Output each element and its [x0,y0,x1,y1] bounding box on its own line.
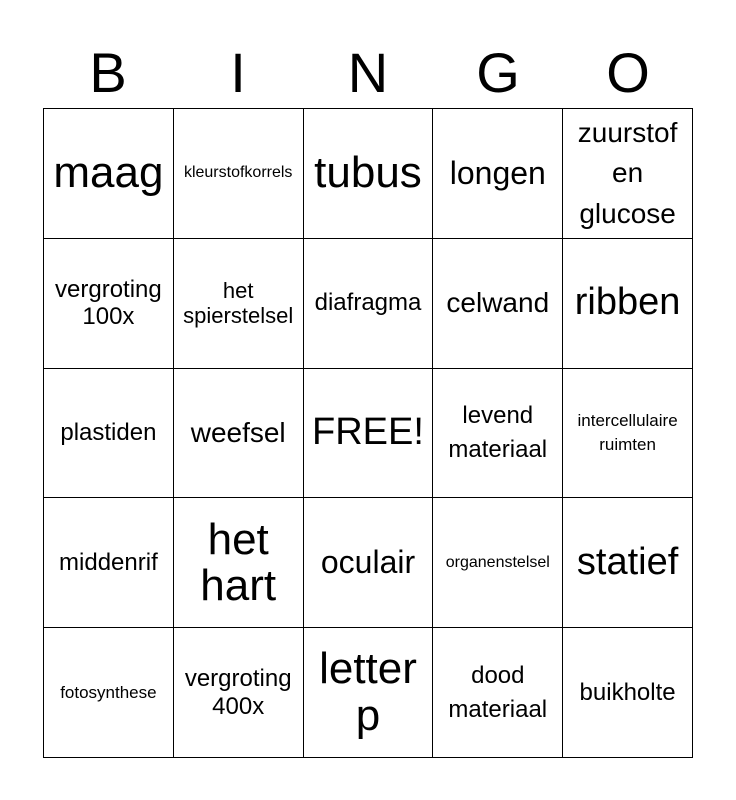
bingo-cell[interactable] [44,239,174,369]
bingo-cell[interactable] [563,498,693,628]
bingo-cell[interactable] [563,109,693,239]
bingo-cell[interactable] [174,498,304,628]
cell-text: statief [576,540,679,583]
bingo-cell[interactable] [44,498,174,628]
bingo-cell[interactable] [433,239,563,369]
bingo-cell[interactable] [433,498,563,628]
bingo-cell[interactable] [304,109,434,239]
cell-text: middenrif [59,548,158,576]
cell-text: het spierstelsel [183,277,294,329]
bingo-cell[interactable] [563,239,693,369]
cell-text: organenstelsel [445,553,550,571]
cell-text: buikholte [579,678,676,706]
cell-text: vergroting 400x [184,665,292,720]
cell-text: het hart [200,514,277,610]
bingo-cell[interactable] [44,369,174,499]
header-letter-o: O [606,41,650,104]
cell-text: intercellulaire ruimten [577,411,678,454]
cell-text: FREE! [312,411,424,454]
cell-text: celwand [446,287,550,319]
bingo-cell[interactable] [174,239,304,369]
bingo-cell[interactable] [433,628,563,758]
bingo-cell[interactable] [563,369,693,499]
cell-text: vergroting 100x [55,275,162,331]
bingo-cell[interactable] [304,498,434,628]
header-letter-i: I [230,41,246,104]
bingo-cell[interactable] [174,369,304,499]
bingo-cell[interactable] [304,239,434,369]
bingo-cell[interactable] [44,628,174,758]
cell-text: weefsel [190,416,286,448]
bingo-header [43,38,693,108]
bingo-cell[interactable] [44,109,174,239]
cell-text: dood materiaal [448,662,548,723]
cell-text: levend materiaal [448,402,548,463]
header-letter-n: N [347,41,389,104]
cell-text: kleurstofkorrels [183,164,293,182]
header-letter-b: B [89,41,127,104]
cell-text: maag [53,148,164,198]
cell-text: fotosynthese [60,682,157,702]
cell-text: ribben [574,281,681,324]
bingo-cell[interactable] [174,628,304,758]
cell-text: zuurstof en glucose [577,116,678,229]
cell-text: oculair [320,544,416,581]
bingo-cell[interactable] [433,109,563,239]
bingo-cell[interactable] [174,109,304,239]
header-letter-g: G [476,41,520,104]
free-cell[interactable] [304,369,434,499]
bingo-cell[interactable] [563,628,693,758]
bingo-cell[interactable] [433,369,563,499]
cell-text: longen [449,155,546,191]
bingo-cell[interactable] [304,628,434,758]
cell-text: plastiden [60,419,157,447]
cell-text: diafragma [314,289,422,317]
cell-text: tubus [314,148,422,198]
bingo-board [43,108,693,758]
cell-text: letter p [319,644,417,740]
